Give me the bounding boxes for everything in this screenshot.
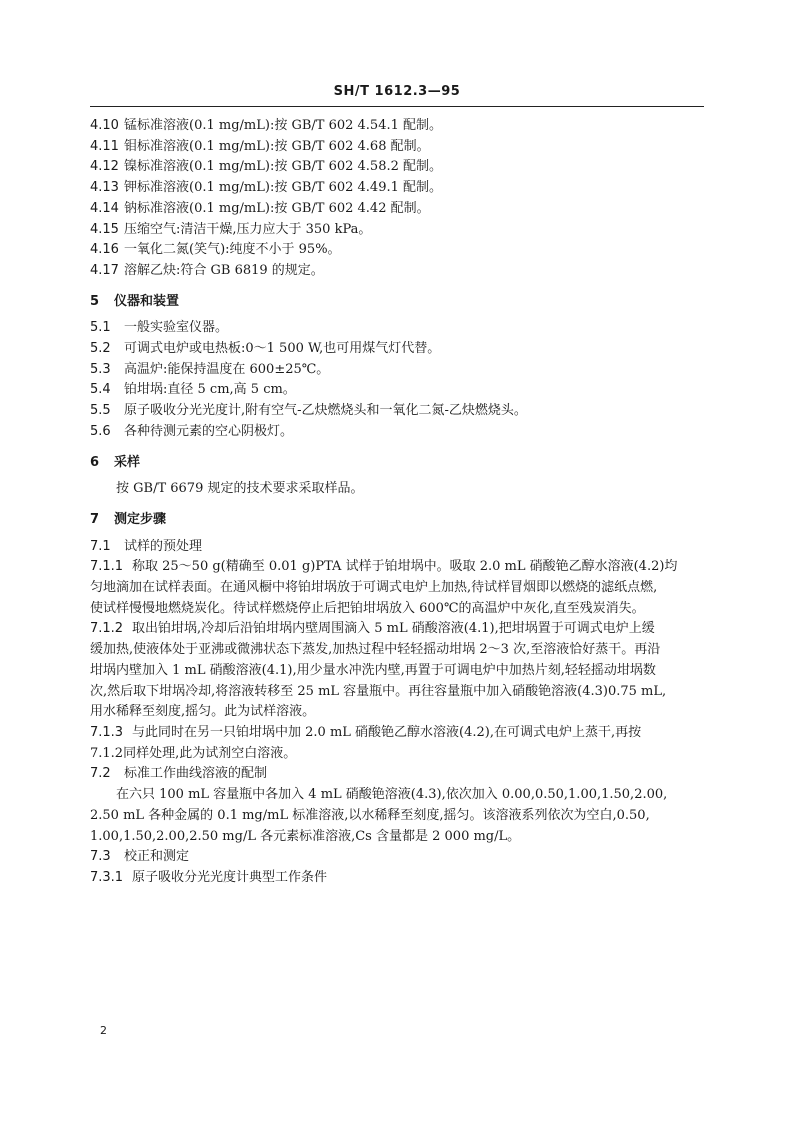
list-item: 4.17 溶解乙炔:符合 GB 6819 的规定。 [90, 262, 324, 278]
section-heading-5: 5 仪器和装置 [90, 293, 180, 309]
list-item: 5.2 可调式电炉或电热板:0～1 500 W,也可用煤气灯代替。 [90, 341, 441, 357]
paragraph-7-2: 在六只 100 mL 容量瓶中各加入 4 mL 硝酸铯溶液(4.3),依次加入 0.00,0.50,1.00,1.50,2.00, 2.50 mL 各种金属的 0.1 mg/mL 标准溶液,以水稀释至刻度,摇匀。该溶液系列依次为空白,0.50, 1.00,1.50,2.00,2.50 mg/L 各元素标准溶液,Cs 含量都是 2 000 mg/L。 [90, 787, 668, 844]
sampling-paragraph: 按 GB/T 6679 规定的技术要求采取样品。 [116, 481, 364, 497]
section-heading-7: 7 测定步骤 [90, 511, 167, 527]
list-item: 4.15 压缩空气:清洁干燥,压力应大于 350 kPa。 [90, 221, 372, 237]
paragraph-7-1-1: 7.1.1 称取 25～50 g(精确至 0.01 g)PTA 试样于铂坩埚中。吸取 2.0 mL 硝酸铯乙醇水溶液(4.2)均 匀地滴加在试样表面。在通风橱中将铂坩埚放于可调式电炉上加热,待试样冒烟即以燃烧的滤纸点燃, 使试样慢慢地燃烧炭化。待试样燃烧停止后把铂坩埚放入 600℃的高温炉中灰化,直至残炭消失。 [90, 559, 678, 616]
list-item: 5.3 高温炉:能保持温度在 600±25℃。 [90, 361, 330, 377]
subsection-heading-7-3-1: 7.3.1 原子吸收分光光度计典型工作条件 [90, 869, 328, 885]
list-item: 5.1 一般实验室仪器。 [90, 320, 229, 336]
paragraph-7-1-2: 7.1.2 取出铂坩埚,冷却后沿铂坩埚内壁周围滴入 5 mL 硝酸溶液(4.1),把坩埚置于可调式电炉上缓 缓加热,使液体处于亚沸或微沸状态下蒸发,加热过程中轻轻摇动坩埚 2～3 次,至溶液恰好蒸干。再沿 坩埚内壁加入 1 mL 硝酸溶液(4.1),用少量水冲洗内壁,再置于可调电炉中加热片刻,轻轻摇动坩埚数 次,然后取下坩埚冷却,将溶液转移至 25 mL 容量瓶中。再往容量瓶中加入硝酸铯溶液(4.3)0.75 mL, 用水稀释至刻度,摇匀。此为试样溶液。 [90, 621, 667, 720]
paragraph-7-1-3: 7.1.3 与此同时在另一只铂坩埚中加 2.0 mL 硝酸铯乙醇水溶液(4.2),在可调式电炉上蒸干,再按 7.1.2同样处理,此为试剂空白溶液。 [90, 724, 642, 761]
section-heading-6: 6 采样 [90, 454, 141, 470]
list-item: 5.6 各种待测元素的空心阴极灯。 [90, 423, 294, 439]
list-item: 4.11 钼标准溶液(0.1 mg/mL):按 GB/T 602 4.68 配制。 [90, 138, 430, 154]
list-item: 4.10 锰标准溶液(0.1 mg/mL):按 GB/T 602 4.54.1 配制。 [90, 118, 442, 133]
page-header: SH/T 1612.3—95 [333, 84, 461, 99]
page-content [90, 116, 706, 889]
apparatus-list [90, 318, 706, 442]
header-rule [90, 106, 704, 107]
page-number: 2 [100, 1024, 107, 1037]
list-item: 5.4 铂坩埚:直径 5 cm,高 5 cm。 [90, 382, 296, 398]
subsection-heading-7-1: 7.1 试样的预处理 [90, 538, 203, 554]
list-item: 4.14 钠标准溶液(0.1 mg/mL):按 GB/T 602 4.42 配制。 [90, 200, 430, 216]
subsection-heading-7-2: 7.2 标准工作曲线溶液的配制 [90, 766, 268, 782]
list-item: 4.16 一氧化二氮(笑气):纯度不小于 95%。 [90, 242, 341, 258]
list-item: 4.12 镍标准溶液(0.1 mg/mL):按 GB/T 602 4.58.2 配制。 [90, 159, 442, 175]
list-item: 4.13 钾标准溶液(0.1 mg/mL):按 GB/T 602 4.49.1 配制。 [90, 180, 442, 196]
subsection-heading-7-3: 7.3 校正和测定 [90, 849, 190, 865]
list-item: 5.5 原子吸收分光光度计,附有空气-乙炔燃烧头和一氧化二氮-乙炔燃烧头。 [90, 403, 527, 419]
reagent-list [90, 116, 706, 282]
